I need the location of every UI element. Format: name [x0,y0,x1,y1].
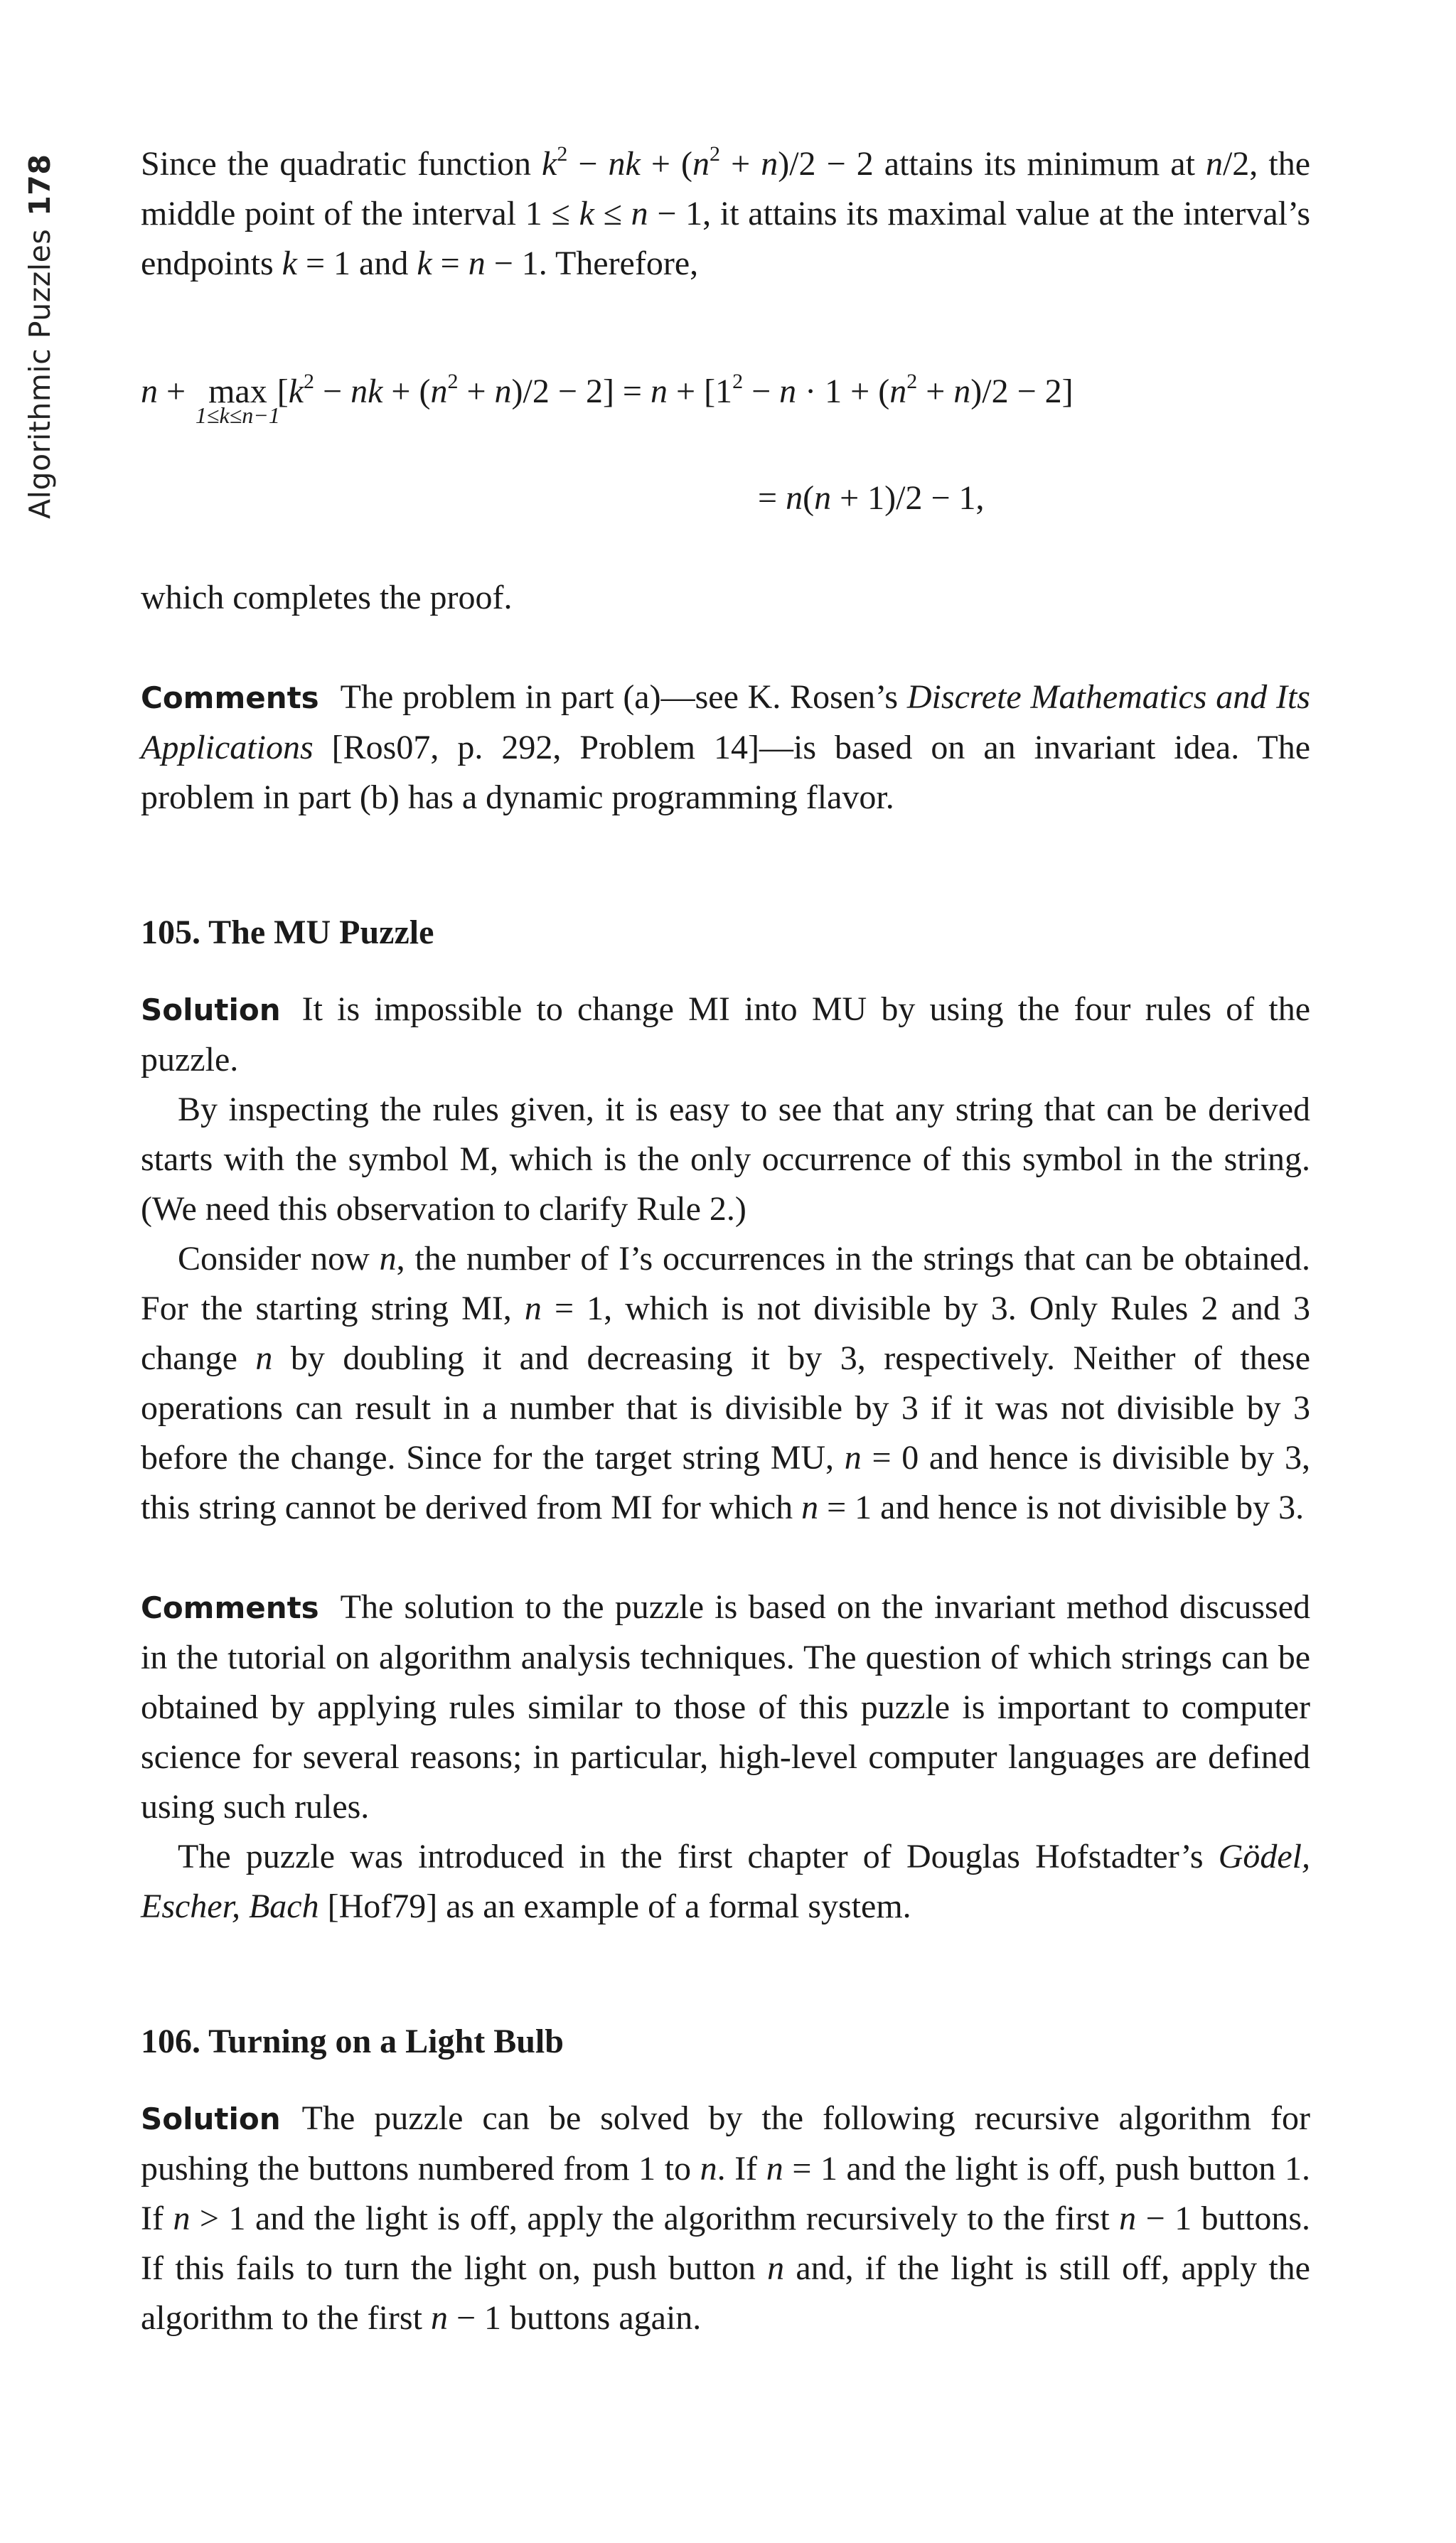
body-paragraph: By inspecting the rules given, it is easy to see that any string that can be derived starts with the symbol M, which is the only occurrence of this symbol in the string. (We need this observation to clarify Rule 2.) [141,1091,1310,1228]
section-heading-106: 106. Turning on a Light Bulb [141,2023,564,2060]
solution-paragraph: Solution The puzzle can be solved by the following recursive algorithm for pushing the buttons numbered from 1 to n. If n = 1 and the light is off, push button 1. If n > 1 and the light is off, apply the algorithm recursively to the first n − 1 buttons. If this fails to turn the light on, push button n and, if the light is still off, apply the algorithm to the first n − 1 buttons again. [141,2099,1311,2337]
proof-paragraph: Since the quadratic function $k^2$ − nk + $(n^2 + n)/2 - 2$ attains its minimum at n/2, the middle point of the interval 1 ≤ k ≤ n − 1, it attains its maximal value at the interval’s endpoints k = 1 and k = n − 1. Therefore, [141,142,1311,282]
page-number: 178 [23,154,57,216]
body-paragraph: Consider now n, the number of I’s occurrences in the strings that can be obtained. For the starting string MI, n = 1, which is not divisible by 3. Only Rules 2 and 3 change n by doubling it and decreasing it by 3, respectively. Neither of these operations can result in a number that is divisible by 3 if it was not divisible by 3 before the change. Since for the target string MU, n = 0 and hence is divisible by 3, this string cannot be derived from MI for which n = 1 and hence is not divisible by 3. [141,1240,1311,1526]
equation-line-1: n + max 1≤k≤n−1 [$k^2$ − nk + $(n^2 + n)/2 - 2] = n + [1^2 - n \cdot 1 + (n^2 + n)/2 - 2]$ [141,367,1074,417]
display-equation [141,367,1310,473]
solution-label: Solution [141,992,281,1027]
comments-paragraph: Comments The problem in part (a)—see K. Rosen’s Discrete Mathematics and Its Applications [Ros07, p. 292, Problem 14]—is based on an invariant idea. The problem in part (b) has a dynamic programming flavor. [141,678,1310,816]
page-body [141,139,1310,2343]
max-operator: max 1≤k≤n−1 [195,373,280,428]
comments-label: Comments [141,680,319,715]
comments-label: Comments [141,1590,319,1625]
section-heading-105: 105. The MU Puzzle [141,914,434,951]
equation-line-2: = n(n + 1)/2 − 1, [758,479,985,517]
body-paragraph: The puzzle was introduced in the first chapter of Douglas Hofstadter’s Gödel, Escher, Bach [Hof79] as an example of a formal system. [141,1838,1310,1925]
comments-paragraph: Comments The solution to the puzzle is based on the invariant method discussed in the tutorial on algorithm analysis techniques. The question of which strings can be obtained by applying rules similar to those of this puzzle is important to computer science for several reasons; in particular, high-level computer languages are defined using such rules. [141,1588,1310,1826]
solution-label: Solution [141,2102,281,2136]
running-head [16,135,101,533]
proof-conclusion: which completes the proof. [141,579,513,616]
max-subscript: 1≤k≤n−1 [195,402,280,428]
solution-paragraph: Solution It is impossible to change MI into MU by using the four rules of the puzzle. [141,990,1310,1078]
running-head-title: Algorithmic Puzzles [23,228,57,519]
